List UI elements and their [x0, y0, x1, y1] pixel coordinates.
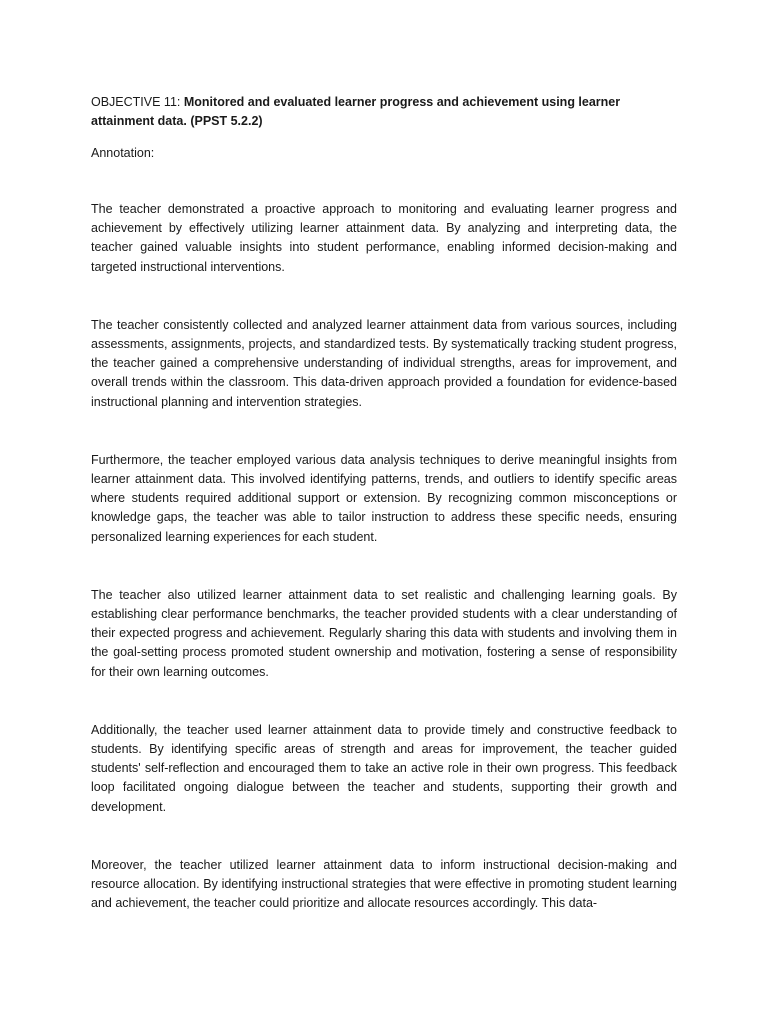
paragraph-6: Moreover, the teacher utilized learner attainment data to inform instructional decision-making and resource allocation. By identifying instructional strategies that were effective in promoting student learning and achievement, the teacher could prioritize and allocate resources accordingly. This data- — [91, 857, 677, 911]
paragraph-2: The teacher consistently collected and analyzed learner attainment data from various sources, including assessments, assignments, projects, and standardized tests. By systematically tracking student progress, the teacher gained a comprehensive understanding of individual strengths, areas for improvement, and overall trends within the classroom. This data-driven approach provided a foundation for evidence-based instructional planning and intervention strategies. — [91, 317, 677, 409]
objective-heading — [91, 93, 677, 131]
objective-label: OBJECTIVE 11: — [91, 95, 181, 109]
paragraph-5: Additionally, the teacher used learner attainment data to provide timely and constructive feedback to students. By identifying specific areas of strength and areas for improvement, the teacher guided students' self-reflection and encouraged them to take an active role in their own progress. This feedback loop facilitated ongoing dialogue between the teacher and students, supporting their growth and development. — [91, 722, 677, 814]
paragraph-3: Furthermore, the teacher employed various data analysis techniques to derive meaningful insights from learner attainment data. This involved identifying patterns, trends, and outliers to identify specific areas where students required additional support or extension. By recognizing common misconceptions or knowledge gaps, the teacher was able to tailor instruction to address these specific needs, ensuring personalized learning experiences for each student. — [91, 452, 677, 544]
objective-text: Monitored and evaluated learner progress and achievement using learner attainment data. (PPST 5.2.2) — [91, 95, 621, 128]
paragraph-4: The teacher also utilized learner attainment data to set realistic and challenging learning goals. By establishing clear performance benchmarks, the teacher provided students with a clear understanding of their expected progress and achievement. Regularly sharing this data with students and involving them in the goal-setting process promoted student ownership and motivation, fostering a sense of responsibility for their own learning outcomes. — [91, 587, 677, 679]
paragraph-1: The teacher demonstrated a proactive approach to monitoring and evaluating learner progress and achievement by effectively utilizing learner attainment data. By analyzing and interpreting data, the teacher gained valuable insights into student performance, enabling informed decision-making and targeted instructional interventions. — [91, 202, 677, 274]
annotation-label: Annotation: — [91, 146, 155, 160]
document-body — [91, 93, 677, 913]
